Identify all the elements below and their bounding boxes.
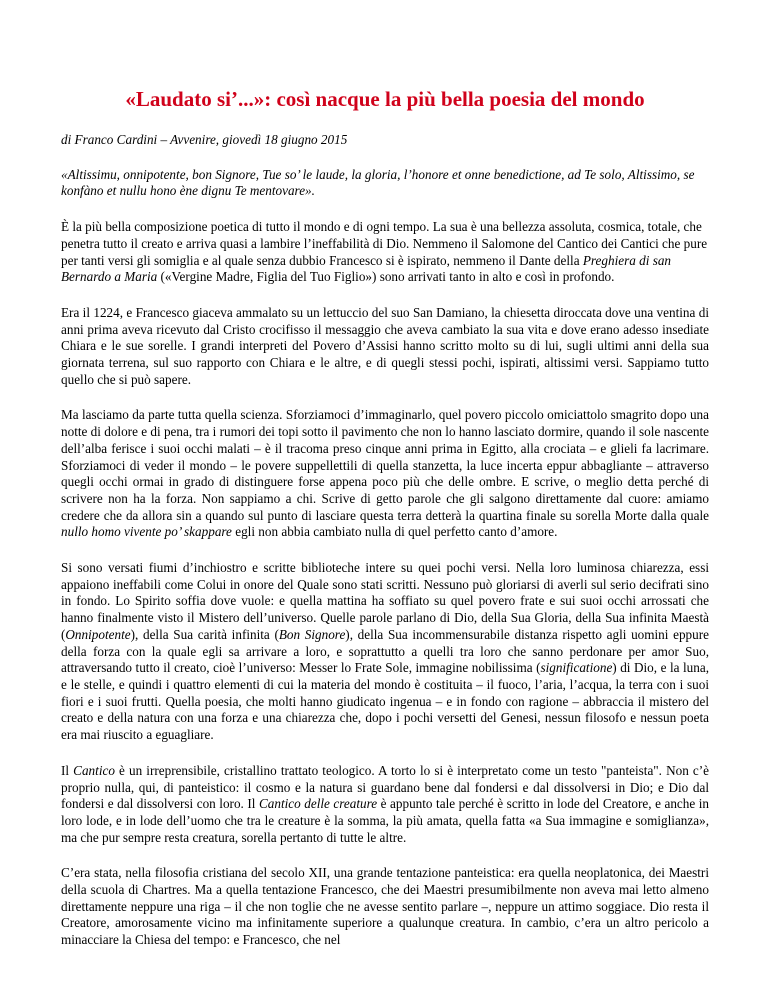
italic-run: nullo homo vivente po’ skappare: [61, 524, 232, 540]
text-run: Si sono versati fiumi d’inchiostro e scritte biblioteche intere su quei pochi versi. Nella loro luminosa chiarezza, essi appaiono ineffabili come Colui in onore del Quale sono stati scritti. Nessuno può gloriarsi di averli sul serio decifrati sino in fondo. Lo Spirito soffia dove vuole: e quella mattina ha soffiato su quel povero frate e sui suoi occhi arrossati che hanno finalmente visto il Mistero dell’universo. Quelle parole parlano di Dio, della Sua Gloria, della Sua infinita Maestà (: [61, 560, 709, 642]
italic-run: significatione: [540, 660, 613, 676]
paragraph-4: [61, 560, 709, 744]
italic-run: Cantico delle creature: [258, 796, 378, 812]
text-run: («Vergine Madre, Figlia del Tuo Figlio») sono arrivati tanto in alto e così in profondo.: [157, 269, 615, 285]
italic-run: Onnipotente: [65, 626, 131, 642]
text-run: è appunto tale perché è scritto in lode del Creatore, e anche in loro lode, e in lode dell’uomo che tra le creature è la somma, la più amata, quella fatta «a Sua immagine e somiglianza», ma che pur sempre resta creatura, sorella pertanto di tutte le altre.: [61, 796, 710, 845]
article-byline: di Franco Cardini – Avvenire, giovedì 18 giugno 2015: [61, 132, 348, 147]
text-run: ), della Sua incommensurabile distanza rispetto agli uomini eppure della forza con la quale egli sa arrivare a loro, e soprattutto a quelli tra loro che sanno perdonare per amor Suo, attraversando tutto il creato, cioè l’universo: Messer lo Frate Sole, immagine nobilissima (: [61, 626, 709, 676]
paragraph-2: Era il 1224, e Francesco giaceva ammalato su un lettuccio del suo San Damiano, la chiesetta diroccata dove una ventina di anni prima aveva ricevuto dal Cristo crocifisso il messaggio che aveva cambiato la sua vita e dove erano adesso insediate Chiara e le sue sorelle. I grandi interpreti del Povero d’Assisi hanno scritto molto su di lui, sugli ultimi anni della sua giornata terrena, sul suo rapporto con Chiara e le altre, e di quegli stessi pochi, ispirati, altissimi versi. Sappiamo tutto quello che si può sapere.: [61, 304, 709, 387]
article-title: «Laudato si’...»: così nacque la più bella poesia del mondo: [125, 87, 645, 111]
text-run: Ma lasciamo da parte tutta quella scienza. Sforziamoci d’immaginarlo, quel povero piccolo omiciattolo smagrito dopo una notte di dolore e di pena, tra i rumori dei topi sotto il pavimento che non lo hanno lasciato dormire, quando il sole nascente dell’alba ferisce i suoi occhi malati – è il tracoma preso cinque anni prima in Egitto, alla crociata – e glieli fa lacrimare. Sforziamoci di veder il mondo – le povere suppellettili di quella stanzetta, la luce incerta eppur abbagliante – attraverso quegli occhi ormai in grado di distinguere forse appena poco più che delle ombre. E scrive, o meglio detta perché di scrivere non ha la forza. Non sappiamo a chi. Scrive di getto parole che gli salgono direttamente dal cuore: amiamo credere che da allora sin a quando sul punto di lasciare questa terra detterà la quartina finale su sorella Morte dalla quale: [61, 407, 709, 523]
paragraph-6: C’era stata, nella filosofia cristiana del secolo XII, una grande tentazione panteistica: era quella neoplatonica, dei Maestri della scuola di Chartres. Ma a quella tentazione Francesco, che dei Maestri presumibilmente non aveva mai letto almeno direttamente neppure una riga – il che non toglie che ne avesse sentito parlare –, neppure un attimo soggiace. Dio resta il Creatore, amorosamente vicino ma infinitamente superiore a qualunque creatura. In cambio, c’era un altro pericolo a minacciare la Chiesa del tempo: e Francesco, che nel: [61, 865, 709, 948]
italic-run: Preghiera di san Bernardo a Maria: [61, 252, 672, 285]
text-run: È la più bella composizione poetica di tutto il mondo e di ogni tempo. La sua è una bellezza assoluta, cosmica, totale, che penetra tutto il creato e arriva quasi a lambire l’ineffabilità di Dio. Nemmeno il Salomone del Cantico dei Cantici che pure per tanti versi gli somiglia e al quale senza dubbio Francesco si è ispirato, nemmeno il Dante della: [61, 219, 708, 268]
text-run: egli non abbia cambiato nulla di quel perfetto canto d’amore.: [231, 524, 558, 540]
paragraph-3: [61, 407, 709, 541]
italic-run: Bon Signore: [278, 626, 346, 642]
opening-quote: «Altissimu, onnipotente, bon Signore, Tue so’ le laude, la gloria, l’honore et onne benedictione, ad Te solo, Altissimo, se konfàno et nullu hono ène dignu Te mentovare».: [61, 166, 695, 199]
paragraph-5: [61, 763, 709, 847]
text-run: Il: [61, 762, 74, 778]
text-run: ), della Sua carità infinita (: [130, 626, 279, 642]
italic-run: Cantico: [73, 762, 115, 778]
text-run: ) di Dio, e la luna, e le stelle, e quindi i quattro elementi di cui la materia del mondo è costituita – il fuoco, l’aria, l’acqua, la terra con i suoi fiori e i suoi frutti. Quella poesia, che molti hanno giudicato ingenua – e in fondo con ragione – abbraccia il mistero del creato e della natura con una forza e una chiarezza che, dopo i pochi versetti del Genesi, nessun filosofo e nessun poeta era mai riuscito a eguagliare.: [61, 660, 709, 743]
text-run: è un irreprensibile, cristallino trattato teologico. A torto lo si è interpretato come un testo "panteista". Non c’è proprio nulla, qui, di panteistico: il cosmo e la natura si guardano bene dal fondersi e dal dissolversi in Dio; e Dio dal fondersi e dal dissolversi con loro. Il: [61, 762, 709, 812]
paragraph-1: [61, 219, 709, 286]
